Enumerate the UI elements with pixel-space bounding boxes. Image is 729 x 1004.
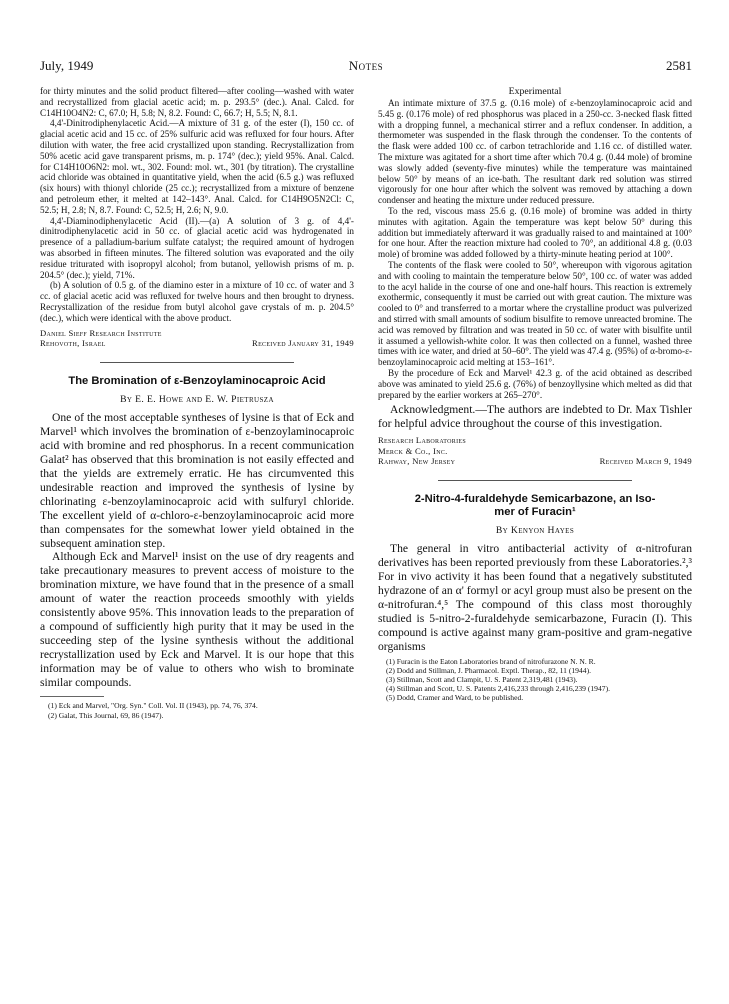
article-title-line: mer of Furacin¹ <box>494 506 576 519</box>
body-paragraph: Although Eck and Marvel¹ insist on the use of dry reagents and take precautionary measures to prevent access of moisture to the bromination mixture, we have found that in the presence of a small amount of water the reaction proceeds smoothly with yields consistently above 95%. This innovation leads to the preparation of a compound of sufficiently high purity that it may be used in the succeeding step of the lysine synthesis without the additional recrystallization used by Eck and Marvel. It is our hope that this information may be of value to others who wish to brominate similar compounds. <box>40 550 354 689</box>
section-divider <box>438 480 632 481</box>
running-header <box>40 58 692 76</box>
footnote: (2) Dodd and Stillman, J. Pharmacol. Exptl. Therap., 82, 11 (1944). <box>386 665 591 675</box>
left-column <box>40 86 354 720</box>
experimental-heading: Experimental <box>508 86 562 97</box>
acknowledgment-paragraph: Acknowledgment.—The authors are indebted to Dr. Max Tishler for helpful advice throughout the course of this investigation. <box>378 403 692 431</box>
dinitro-acid-paragraph: 4,4'-Dinitrodiphenylacetic Acid.—A mixture of 31 g. of the ester (I), 150 cc. of glacial acetic acid and 15 cc. of 25% sulfuric acid was refluxed for four hours. After dilution with water, the free acid crystallized upon standing. Recrystallization from 50% acetic acid gave transparent prisms, m. p. 174° (dec.); yield 95%. Anal. Calcd. for C14H10O6N2: mol. wt., 302. Found: mol. wt., 301 (by titration). The crystalline acid chloride was obtained in quantitative yield, when the acid (6.5 g.) was refluxed (six hours) with thionyl chloride (25 cc.); recrystallized from a mixture of benzene and petroleum ether, it melted at 142–143°. Anal. Calcd. for C14H9O5N2Cl: C, 52.5; H, 2.8; N, 8.7. Found: C, 52.5; H, 2.6; N, 9.0. <box>40 118 354 215</box>
diamino-acid-paragraph: 4,4'-Diaminodiphenylacetic Acid (II).—(a) A solution of 3 g. of 4,4'-dinitrodiphenylacetic acid in 50 cc. of glacial acetic acid was hydrogenated in presence of a palladium-barium sulfate catalyst; the required amount of hydrogen was absorbed in fifteen minutes. The filtered solution was evaporated and the oily residue triturated with isopropyl alcohol; from butanol, yellowish prisms of m. p. 204.5° (dec.); yield, 71%. <box>40 215 354 280</box>
footnote-divider <box>40 696 104 697</box>
header-section: Notes <box>348 58 384 73</box>
affiliation-line: Merck & Co., Inc. <box>378 445 448 456</box>
footnote: (4) Stillman and Scott, U. S. Patents 2,416,233 through 2,416,239 (1947). <box>386 684 611 694</box>
body-paragraph: One of the most acceptable syntheses of lysine is that of Eck and Marvel¹ which involves the bromination of ε-benzoylaminocaproic acid with bromine and red phosphorus. In a recent communication Galat² has observed that this bromination is not easily effected and that the yields are extremely erratic. He has circumvented this undesirable reaction and improved the synthesis of lysine by chlorinating ε-benzoylaminocaproic acid with sulfuryl chloride. The excellent yield of α-chloro-ε-benzoylaminocaproic acid more than compensates for the somewhat lower yield obtained in the subsequent amination step. <box>40 411 354 550</box>
received-date: Received January 31, 1949 <box>252 337 354 348</box>
experimental-paragraph: By the procedure of Eck and Marvel¹ 42.3 g. of the acid obtained as described above was aminated to yield 25.6 g. (76%) of benzoyllysine which melted as did that prepared by the earlier workers at 265–270°. <box>378 367 692 400</box>
diamino-ester-paragraph: (b) A solution of 0.5 g. of the diamino ester in a mixture of 10 cc. of water and 3 cc. of glacial acetic acid was refluxed for twelve hours and then brought to dryness. Recrystallization of the residue from butyl alcohol gave crystals of m. p. 204.5° (dec.), which were identical with the above product. <box>40 280 354 323</box>
affiliation-received-row <box>378 456 692 466</box>
footnote: (1) Furacin is the Eaton Laboratories brand of nitrofurazone N. N. R. <box>386 656 596 666</box>
footnote: (5) Dodd, Cramer and Ward, to be published. <box>386 693 524 703</box>
page-number: 2581 <box>666 58 692 73</box>
continuation-paragraph: for thirty minutes and the solid product filtered—after cooling—washed with water and recrystallized from glacial acetic acid; m. p. 293.5° (dec.). Anal. Calcd. for C14H10O4N2: C, 67.0; H, 5.8; N, 8.2. Found: C, 66.7; H, 5.5; N, 8.1. <box>40 86 354 118</box>
affiliation-line: Daniel Sieff Research Institute <box>40 327 162 338</box>
header-date: July, 1949 <box>40 58 94 73</box>
section-divider <box>100 362 294 363</box>
article-authors: By E. E. Howe and E. W. Pietrusza <box>120 394 274 406</box>
affiliation-line: Research Laboratories <box>378 435 466 446</box>
received-date: Received March 9, 1949 <box>599 455 692 466</box>
footnote: (1) Eck and Marvel, "Org. Syn." Coll. Vol. II (1943), pp. 74, 76, 374. <box>48 701 258 711</box>
footnote: (3) Stillman, Scott and Clampit, U. S. Patent 2,319,481 (1943). <box>386 675 578 684</box>
article-title-line: 2-Nitro-4-furaldehyde Semicarbazone, an Iso- <box>414 493 656 506</box>
experimental-paragraph: The contents of the flask were cooled to 50°, whereupon with vigorous agitation and with cooling to maintain the temperature below 50°, 100 cc. of water was added to the acyl halide in the course of one and one-half hours. This reaction is extremely exothermic, consequently it must be carried out with great caution. The mixture was cooled to 0° and transferred to a mortar where the crystalline product was pulverized and stirred with small amounts of sodium bisulfite to remove unreacted bromine. The acid was removed by filtration and was treated in 50 cc. of water with bisulfite until it assumed a yellowish-white color. It was then collected on a funnel, washed three times with ice water, and dried at 50–60°. The yield was 47.4 g. (95%) of α-bromo-ε-benzoylaminocaproic acid melting at 153–161°. <box>378 259 692 368</box>
body-paragraph: The general in vitro antibacterial activity of α-nitrofuran derivatives has been reported previously from these Laboratories.²,³ For in vivo activity it has been found that a negatively substituted hydrazone of an α' formyl or acyl group must also be present on the α-nitrofuran.⁴,⁵ The compound of this class most thoroughly studied is 5-nitro-2-furaldehyde semicarbazone, Furacin (I). This compound is active against many gram-positive and gram-negative organisms <box>378 542 692 653</box>
experimental-paragraph: An intimate mixture of 37.5 g. (0.16 mole) of ε-benzoylaminocaproic acid and 5.45 g. (0.176 mole) of red phosphorus was placed in a 250-cc. 3-necked flask fitted with a dropping funnel, a mechanical stirrer and a reflux condenser. In addition, a thermometer was suspended in the flask through the condenser. To the contents of the flask were added 100 cc. of carbon tetrachloride and 1.16 cc. of distilled water. The mixture was agitated for a short time after which 70.4 g. (0.44 mole) of bromine was slowly added (seventy-five minutes) while the temperature was maintained below 50° by means of an ice-bath. The resultant dark red solution was stirred vigorously for one hour after which the solvent was removed by attaching a down condenser and heating the mixture under reduced pressure. <box>378 98 692 206</box>
affiliation-received-row <box>40 338 354 348</box>
article-author: By Kenyon Hayes <box>495 525 575 537</box>
footnote: (2) Galat, This Journal, 69, 86 (1947). <box>48 710 164 720</box>
affiliation-location: Rehovoth, Israel <box>40 337 106 348</box>
experimental-paragraph: To the red, viscous mass 25.6 g. (0.16 mole) of bromine was added in thirty minutes with agitation. Again the temperature was kept below 50° during this addition but immediately afterward it was gradually raised to and maintained at 100° for one hour. After the reaction mixture had cooled to 70°, an additional 4.8 g. (0.03 mole) of bromine was added followed by a thirty-minute heating period at 100°. <box>378 205 692 260</box>
affiliation-location: Rahway, New Jersey <box>378 455 456 466</box>
right-column <box>378 86 692 703</box>
article-title: The Bromination of ε-Benzoylaminocaproic Acid <box>68 375 326 388</box>
